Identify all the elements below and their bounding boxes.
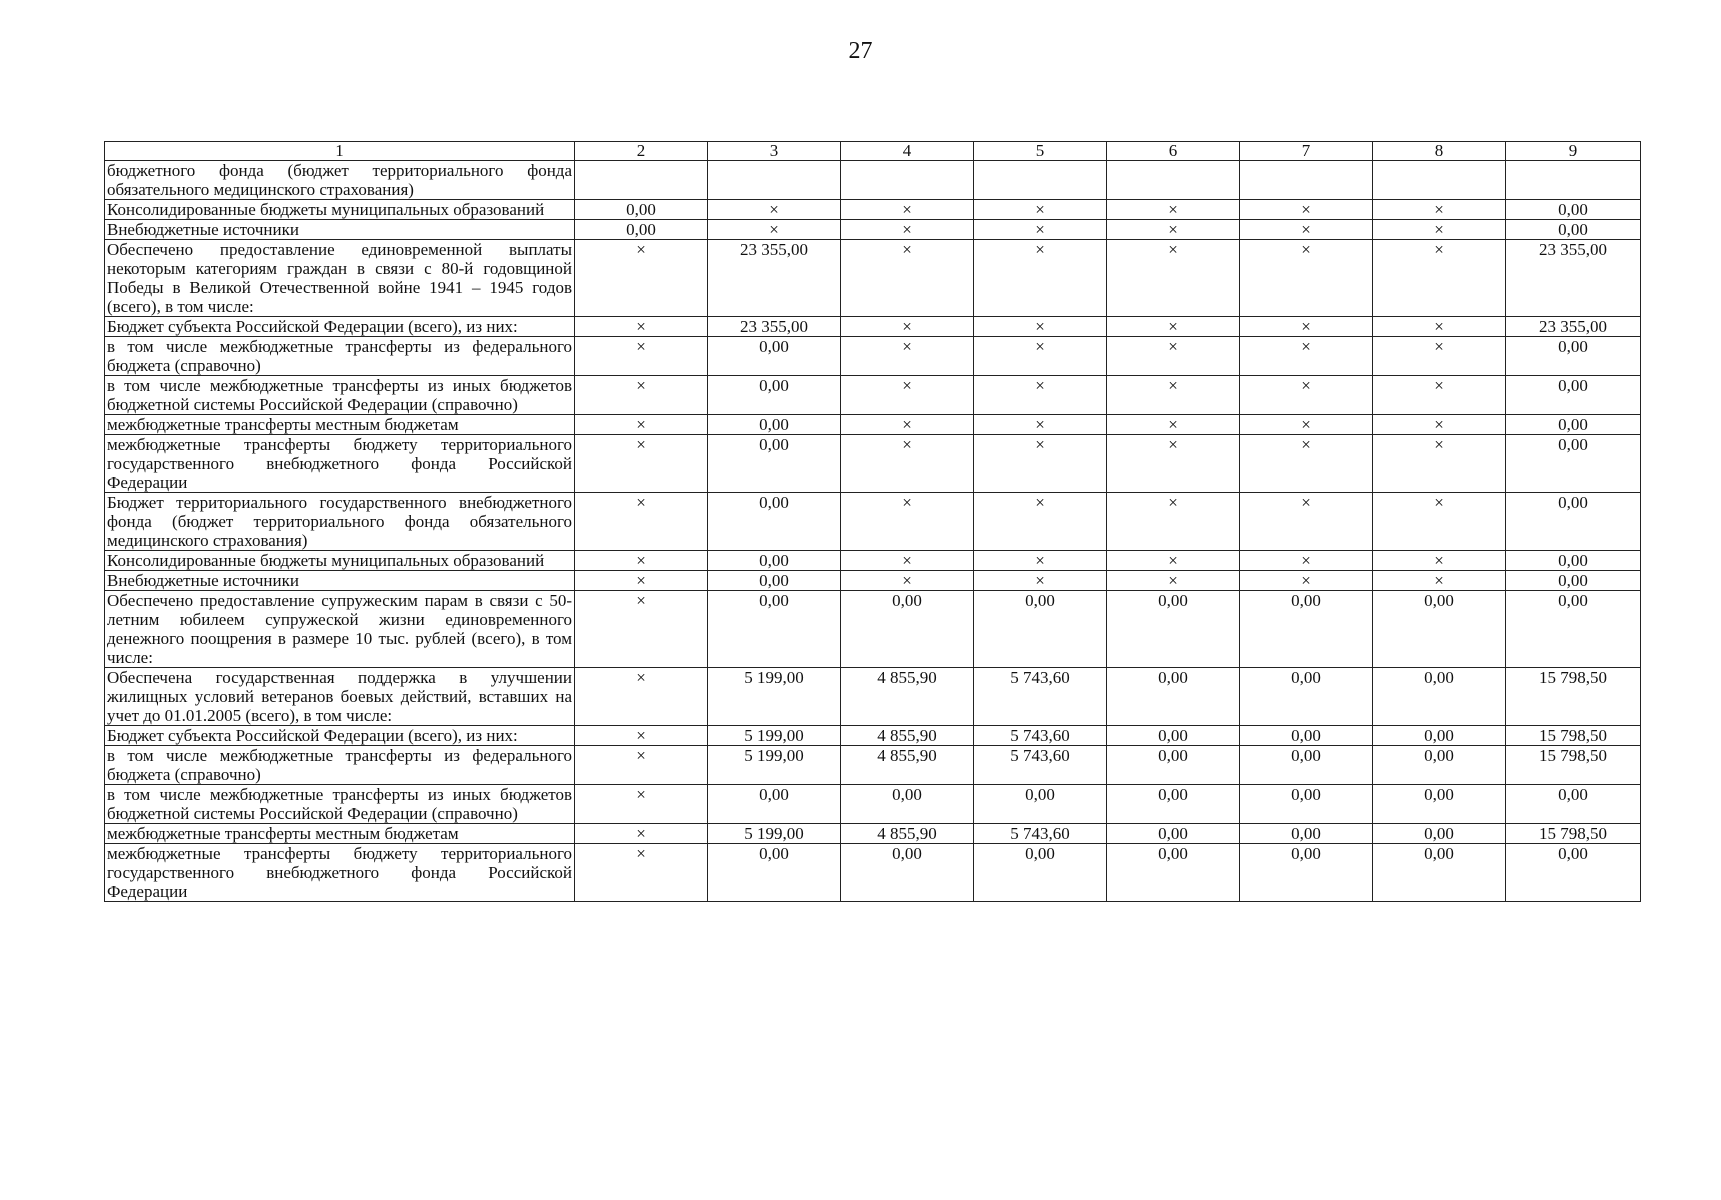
value-cell: 15 798,50 (1506, 824, 1641, 844)
row-label: в том числе межбюджетные трансферты из федерального бюджета (справочно) (105, 746, 575, 785)
value-cell: × (1373, 220, 1506, 240)
value-cell: 0,00 (575, 220, 708, 240)
value-cell: × (1107, 240, 1240, 317)
value-cell: × (1240, 551, 1373, 571)
table-row (105, 844, 1641, 902)
row-label: Обеспечена государственная поддержка в улучшении жилищных условий ветеранов боевых действий, вставших на учет до 01.01.2005 (всего), в том числе: (105, 668, 575, 726)
value-cell: 4 855,90 (841, 824, 974, 844)
value-cell: × (1373, 337, 1506, 376)
value-cell: × (1107, 551, 1240, 571)
row-label: в том числе межбюджетные трансферты из иных бюджетов бюджетной системы Российской Федерации (справочно) (105, 785, 575, 824)
table-row (105, 493, 1641, 551)
value-cell: × (1373, 551, 1506, 571)
value-cell: × (974, 200, 1107, 220)
value-cell: × (841, 415, 974, 435)
value-cell (1373, 161, 1506, 200)
column-number: 4 (841, 142, 974, 161)
table-row (105, 317, 1641, 337)
value-cell: × (974, 415, 1107, 435)
value-cell: × (575, 435, 708, 493)
value-cell: × (1240, 435, 1373, 493)
table-row (105, 376, 1641, 415)
value-cell: 0,00 (1373, 844, 1506, 902)
value-cell: 0,00 (708, 415, 841, 435)
value-cell: × (974, 376, 1107, 415)
table-row (105, 571, 1641, 591)
value-cell: 0,00 (708, 435, 841, 493)
column-number-row (105, 142, 1641, 161)
value-cell: × (708, 200, 841, 220)
value-cell (1240, 161, 1373, 200)
value-cell: 0,00 (1506, 493, 1641, 551)
value-cell: 0,00 (708, 337, 841, 376)
value-cell: × (575, 785, 708, 824)
value-cell: × (841, 220, 974, 240)
column-number: 2 (575, 142, 708, 161)
value-cell: × (1107, 435, 1240, 493)
value-cell: 0,00 (1107, 726, 1240, 746)
column-number: 5 (974, 142, 1107, 161)
table-body (105, 142, 1641, 902)
value-cell: 0,00 (1240, 844, 1373, 902)
value-cell: × (575, 376, 708, 415)
value-cell: 0,00 (1373, 591, 1506, 668)
value-cell: × (974, 240, 1107, 317)
value-cell: × (1240, 220, 1373, 240)
table-row (105, 668, 1641, 726)
value-cell: 5 199,00 (708, 668, 841, 726)
value-cell: 0,00 (1240, 591, 1373, 668)
value-cell: 0,00 (1506, 200, 1641, 220)
page-number: 27 (848, 38, 873, 64)
value-cell: × (575, 493, 708, 551)
row-label: межбюджетные трансферты бюджету территориального государственного внебюджетного фонда Российской Федерации (105, 844, 575, 902)
value-cell: × (1373, 435, 1506, 493)
value-cell: 0,00 (1506, 376, 1641, 415)
table-row (105, 220, 1641, 240)
value-cell: × (841, 435, 974, 493)
column-number: 9 (1506, 142, 1641, 161)
value-cell: 0,00 (1240, 824, 1373, 844)
table-row (105, 746, 1641, 785)
row-label: Обеспечено предоставление супружеским парам в связи с 50-летним юбилеем супружеской жизни единовременного денежного поощрения в размере 10 тыс. рублей (всего), в том числе: (105, 591, 575, 668)
value-cell: 0,00 (1506, 844, 1641, 902)
value-cell: 0,00 (1506, 435, 1641, 493)
value-cell: 0,00 (841, 591, 974, 668)
value-cell: 0,00 (1506, 337, 1641, 376)
value-cell (974, 161, 1107, 200)
value-cell: × (1373, 493, 1506, 551)
value-cell (575, 161, 708, 200)
value-cell: × (575, 591, 708, 668)
value-cell: 0,00 (708, 785, 841, 824)
column-number: 8 (1373, 142, 1506, 161)
table-row (105, 726, 1641, 746)
value-cell: 23 355,00 (1506, 240, 1641, 317)
value-cell: 0,00 (1107, 785, 1240, 824)
value-cell: × (1107, 571, 1240, 591)
value-cell: 0,00 (1107, 746, 1240, 785)
value-cell: 15 798,50 (1506, 726, 1641, 746)
value-cell: 0,00 (1506, 785, 1641, 824)
table-row (105, 161, 1641, 200)
value-cell: 0,00 (1240, 726, 1373, 746)
value-cell: 5 199,00 (708, 746, 841, 785)
value-cell (1506, 161, 1641, 200)
value-cell: × (1240, 337, 1373, 376)
value-cell: 0,00 (974, 591, 1107, 668)
value-cell: 0,00 (1107, 591, 1240, 668)
value-cell: × (1240, 376, 1373, 415)
value-cell: × (1240, 200, 1373, 220)
value-cell: 15 798,50 (1506, 668, 1641, 726)
row-label: Консолидированные бюджеты муниципальных образований (105, 200, 575, 220)
column-number: 3 (708, 142, 841, 161)
value-cell: 0,00 (1107, 668, 1240, 726)
value-cell: × (575, 844, 708, 902)
table-row (105, 435, 1641, 493)
value-cell: 0,00 (708, 844, 841, 902)
value-cell: 0,00 (974, 844, 1107, 902)
value-cell: 0,00 (1240, 785, 1373, 824)
table-row (105, 240, 1641, 317)
value-cell: 23 355,00 (1506, 317, 1641, 337)
value-cell: 0,00 (841, 844, 974, 902)
value-cell: 0,00 (1506, 415, 1641, 435)
value-cell: × (974, 493, 1107, 551)
table-row (105, 200, 1641, 220)
row-label: Бюджет субъекта Российской Федерации (всего), из них: (105, 726, 575, 746)
value-cell: × (1373, 571, 1506, 591)
value-cell: 5 199,00 (708, 824, 841, 844)
row-label: Консолидированные бюджеты муниципальных образований (105, 551, 575, 571)
value-cell: 0,00 (1373, 726, 1506, 746)
value-cell: × (1107, 376, 1240, 415)
value-cell: 0,00 (1373, 824, 1506, 844)
value-cell: × (575, 726, 708, 746)
value-cell: × (575, 668, 708, 726)
value-cell: 0,00 (708, 376, 841, 415)
value-cell: × (1107, 200, 1240, 220)
value-cell: 0,00 (1506, 551, 1641, 571)
value-cell: 5 743,60 (974, 668, 1107, 726)
row-label: межбюджетные трансферты местным бюджетам (105, 824, 575, 844)
value-cell: × (974, 220, 1107, 240)
value-cell: × (1240, 571, 1373, 591)
value-cell: × (575, 415, 708, 435)
value-cell: × (841, 337, 974, 376)
table-row (105, 824, 1641, 844)
table-row (105, 415, 1641, 435)
table-row (105, 337, 1641, 376)
value-cell: 0,00 (1107, 824, 1240, 844)
value-cell: 0,00 (1506, 591, 1641, 668)
value-cell: × (974, 435, 1107, 493)
value-cell: × (974, 571, 1107, 591)
value-cell: × (841, 317, 974, 337)
value-cell: × (708, 220, 841, 240)
value-cell: 0,00 (1506, 571, 1641, 591)
value-cell: 0,00 (1373, 668, 1506, 726)
row-label: Бюджет субъекта Российской Федерации (всего), из них: (105, 317, 575, 337)
value-cell: × (1373, 376, 1506, 415)
value-cell: × (575, 240, 708, 317)
value-cell: × (575, 824, 708, 844)
value-cell: 5 743,60 (974, 746, 1107, 785)
column-number: 1 (105, 142, 575, 161)
value-cell (841, 161, 974, 200)
value-cell: × (1373, 200, 1506, 220)
row-label: межбюджетные трансферты местным бюджетам (105, 415, 575, 435)
value-cell (708, 161, 841, 200)
value-cell: × (575, 551, 708, 571)
value-cell (1107, 161, 1240, 200)
value-cell: × (1107, 220, 1240, 240)
row-label: в том числе межбюджетные трансферты из иных бюджетов бюджетной системы Российской Федерации (справочно) (105, 376, 575, 415)
value-cell: 5 199,00 (708, 726, 841, 746)
value-cell: × (1240, 317, 1373, 337)
value-cell: × (1240, 415, 1373, 435)
value-cell: 15 798,50 (1506, 746, 1641, 785)
value-cell: 23 355,00 (708, 317, 841, 337)
value-cell: 0,00 (1506, 220, 1641, 240)
value-cell: × (1107, 415, 1240, 435)
column-number: 6 (1107, 142, 1240, 161)
value-cell: 0,00 (1107, 844, 1240, 902)
value-cell: 0,00 (708, 571, 841, 591)
budget-table (104, 141, 1641, 902)
value-cell: × (1373, 240, 1506, 317)
value-cell: × (1373, 415, 1506, 435)
value-cell: × (841, 493, 974, 551)
value-cell: × (1240, 493, 1373, 551)
row-label: Внебюджетные источники (105, 220, 575, 240)
value-cell: 0,00 (1373, 746, 1506, 785)
value-cell: 0,00 (708, 551, 841, 571)
value-cell: × (575, 337, 708, 376)
value-cell: 0,00 (1373, 785, 1506, 824)
value-cell: 4 855,90 (841, 726, 974, 746)
value-cell: 4 855,90 (841, 668, 974, 726)
value-cell: × (575, 317, 708, 337)
value-cell: × (575, 571, 708, 591)
value-cell: 5 743,60 (974, 726, 1107, 746)
value-cell: 5 743,60 (974, 824, 1107, 844)
value-cell: × (1107, 493, 1240, 551)
value-cell: 4 855,90 (841, 746, 974, 785)
value-cell: × (1107, 317, 1240, 337)
row-label: Внебюджетные источники (105, 571, 575, 591)
column-number: 7 (1240, 142, 1373, 161)
value-cell: 0,00 (575, 200, 708, 220)
row-label: межбюджетные трансферты бюджету территориального государственного внебюджетного фонда Российской Федерации (105, 435, 575, 493)
value-cell: × (974, 317, 1107, 337)
value-cell: × (1107, 337, 1240, 376)
value-cell: × (841, 240, 974, 317)
value-cell: × (974, 551, 1107, 571)
value-cell: × (841, 571, 974, 591)
row-label: в том числе межбюджетные трансферты из федерального бюджета (справочно) (105, 337, 575, 376)
value-cell: 0,00 (708, 591, 841, 668)
table-row (105, 551, 1641, 571)
value-cell: 0,00 (708, 493, 841, 551)
value-cell: × (841, 376, 974, 415)
value-cell: × (974, 337, 1107, 376)
value-cell: 0,00 (841, 785, 974, 824)
value-cell: × (841, 551, 974, 571)
table-row (105, 591, 1641, 668)
row-label: Обеспечено предоставление единовременной выплаты некоторым категориям граждан в связи с 80-й годовщиной Победы в Великой Отечественной войне 1941 – 1945 годов (всего), в том числе: (105, 240, 575, 317)
value-cell: 0,00 (1240, 668, 1373, 726)
value-cell: × (575, 746, 708, 785)
value-cell: 0,00 (1240, 746, 1373, 785)
value-cell: × (841, 200, 974, 220)
value-cell: 23 355,00 (708, 240, 841, 317)
row-label: бюджетного фонда (бюджет территориального фонда обязательного медицинского страхования) (105, 161, 575, 200)
row-label: Бюджет территориального государственного внебюджетного фонда (бюджет территориального фонда обязательного медицинского страхования) (105, 493, 575, 551)
value-cell: × (1240, 240, 1373, 317)
table-row (105, 785, 1641, 824)
value-cell: 0,00 (974, 785, 1107, 824)
value-cell: × (1373, 317, 1506, 337)
